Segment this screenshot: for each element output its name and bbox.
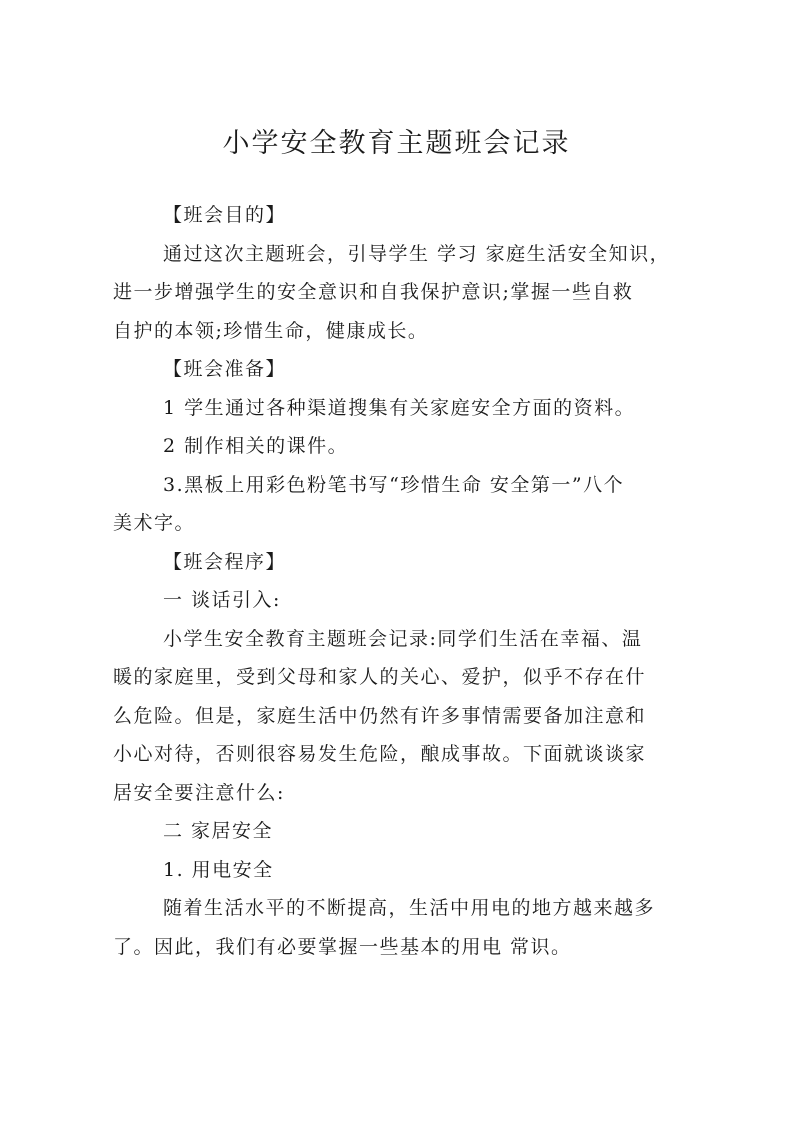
paragraph bbox=[113, 196, 685, 235]
paragraph bbox=[113, 466, 685, 543]
text-line: 【班会目的】 bbox=[163, 204, 287, 226]
paragraph bbox=[113, 235, 685, 351]
page-title: 小学安全教育主题班会记录 bbox=[222, 128, 571, 159]
text-line: 一 谈话引入: bbox=[163, 589, 281, 611]
text-line: 随着生活水平的不断提高，生活中用电的地方越来越多 bbox=[163, 897, 656, 919]
text-line: 二 家居安全 bbox=[163, 820, 274, 842]
text-line: 美术字。 bbox=[113, 512, 196, 534]
text-line: 3.黑板上用彩色粉笔书写“珍惜生命 安全第一”八个 bbox=[163, 473, 625, 496]
text-line: 【班会程序】 bbox=[163, 550, 287, 573]
paragraph bbox=[113, 389, 685, 428]
paragraph bbox=[113, 543, 685, 582]
text-line: 小心对待，否则很容易发生危险，酿成事故。下面就谈谈家 bbox=[113, 743, 647, 765]
text-line: 进一步增强学生的安全意识和自我保护意识;掌握一些自救 bbox=[113, 281, 634, 303]
text-line: 自护的本领;珍惜生命，健康成长。 bbox=[113, 319, 429, 342]
text-line: 居安全要注意什么: bbox=[113, 781, 285, 804]
text-line: 么危险。但是，家庭生活中仍然有许多事情需要备加注意和 bbox=[113, 704, 647, 727]
paragraph bbox=[113, 620, 685, 813]
text-line: 了。因此，我们有必要掌握一些基本的用电 常识。 bbox=[113, 935, 572, 958]
text-line: 【班会准备】 bbox=[163, 358, 287, 380]
paragraph bbox=[113, 851, 685, 890]
paragraph bbox=[113, 581, 685, 620]
text-line: 1. 用电安全 bbox=[163, 858, 274, 881]
document-body bbox=[113, 196, 685, 966]
paragraph bbox=[113, 350, 685, 389]
text-line: 2 制作相关的课件。 bbox=[163, 435, 349, 457]
text-line: 小学生安全教育主题班会记录:同学们生活在幸福、温 bbox=[163, 627, 643, 650]
paragraph bbox=[113, 812, 685, 851]
paragraph bbox=[113, 427, 685, 466]
text-line: 通过这次主题班会，引导学生 学习 家庭生活安全知识， bbox=[163, 242, 671, 265]
text-line: 暖的家庭里，受到父母和家人的关心、爱护，似乎不存在什 bbox=[113, 666, 647, 688]
text-line: 1 学生通过各种渠道搜集有关家庭安全方面的资料。 bbox=[163, 396, 636, 419]
paragraph bbox=[113, 889, 685, 966]
